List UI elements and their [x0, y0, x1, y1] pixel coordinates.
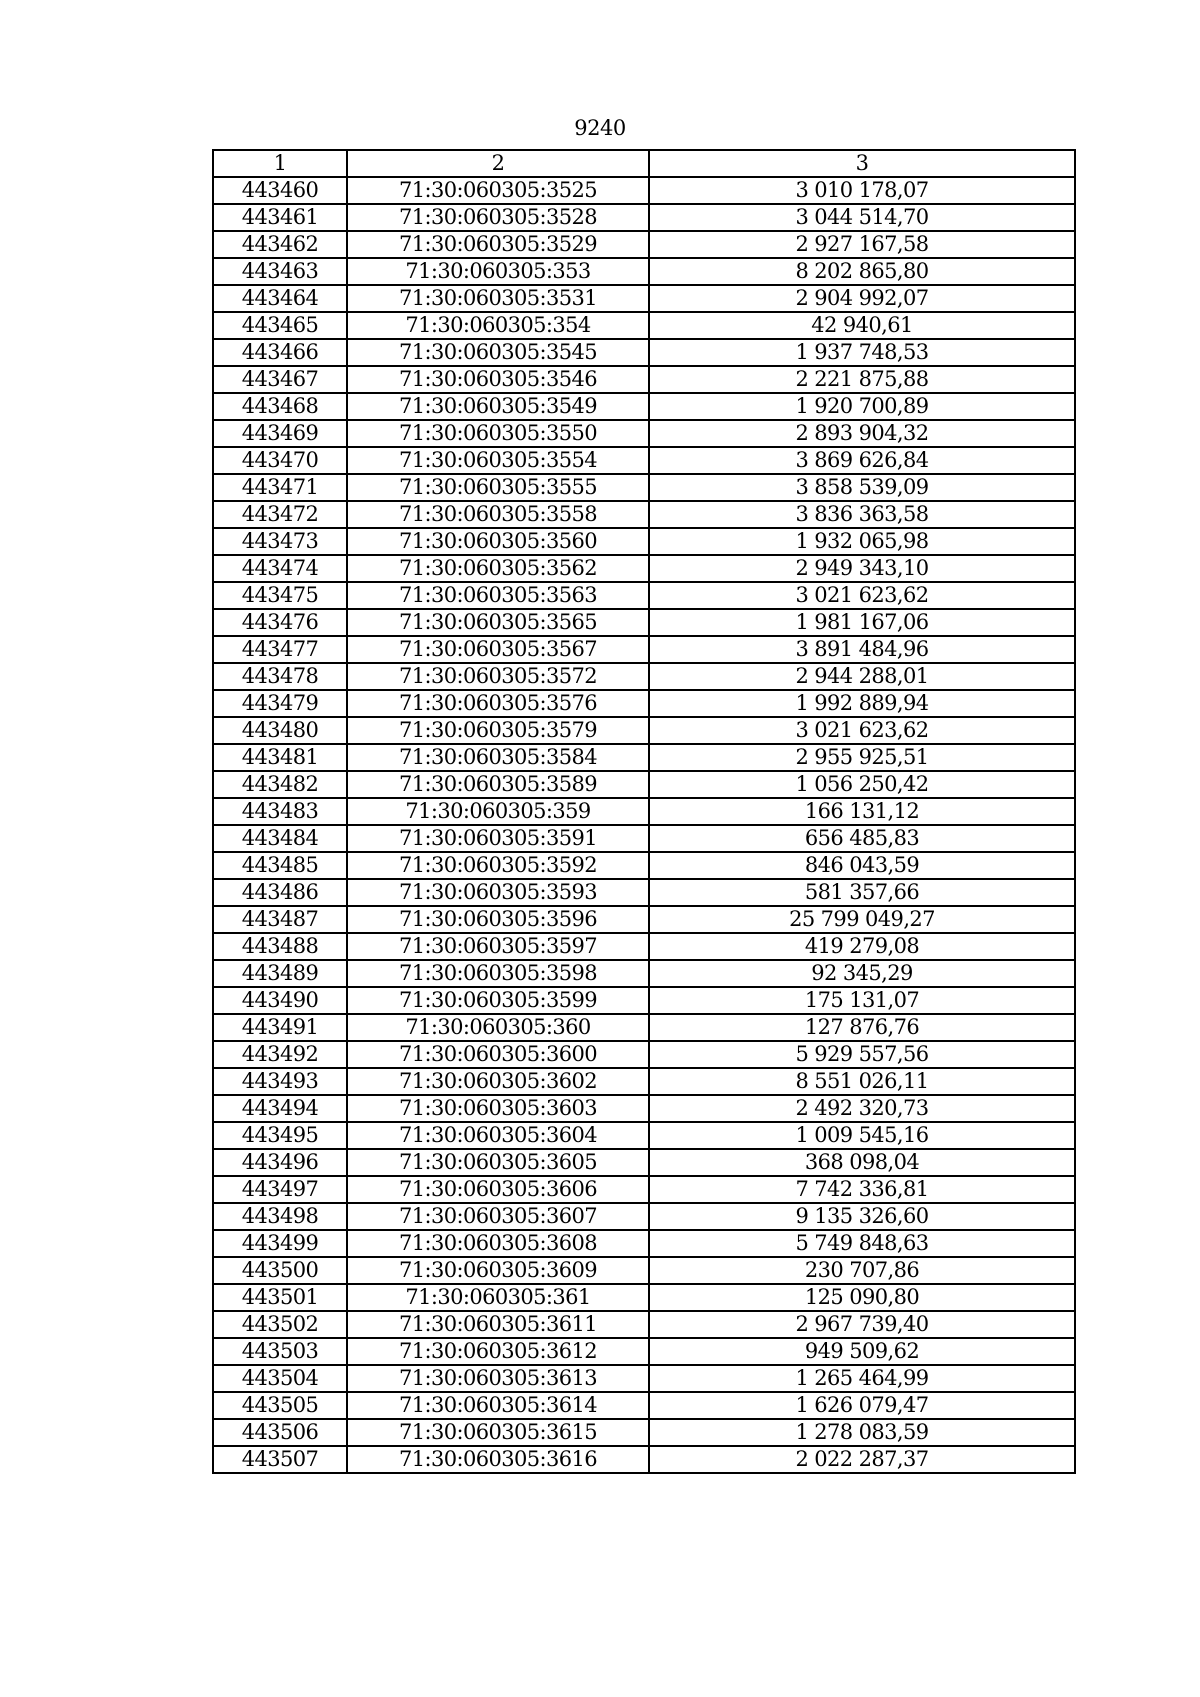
- value-cell: 2 927 167,58: [649, 231, 1075, 258]
- row-number-cell: 443481: [213, 744, 347, 771]
- value-cell: 368 098,04: [649, 1149, 1075, 1176]
- cadastral-number-cell: 71:30:060305:3607: [347, 1203, 649, 1230]
- table-row: [213, 1311, 1075, 1338]
- row-number-cell: 443501: [213, 1284, 347, 1311]
- table-row: [213, 1203, 1075, 1230]
- column-header: 1: [213, 150, 347, 177]
- table-row: [213, 177, 1075, 204]
- table-header-row: [213, 150, 1075, 177]
- cadastral-number-cell: 71:30:060305:3528: [347, 204, 649, 231]
- cadastral-number-cell: 71:30:060305:3616: [347, 1446, 649, 1473]
- row-number-cell: 443495: [213, 1122, 347, 1149]
- value-cell: 125 090,80: [649, 1284, 1075, 1311]
- value-cell: 3 021 623,62: [649, 582, 1075, 609]
- table-row: [213, 663, 1075, 690]
- cadastral-number-cell: 71:30:060305:3531: [347, 285, 649, 312]
- value-cell: 2 944 288,01: [649, 663, 1075, 690]
- value-cell: 581 357,66: [649, 879, 1075, 906]
- table-row: [213, 447, 1075, 474]
- table-row: [213, 204, 1075, 231]
- value-cell: 2 949 343,10: [649, 555, 1075, 582]
- table-row: [213, 1392, 1075, 1419]
- table-row: [213, 771, 1075, 798]
- value-cell: 2 492 320,73: [649, 1095, 1075, 1122]
- table-row: [213, 366, 1075, 393]
- cadastral-number-cell: 71:30:060305:3576: [347, 690, 649, 717]
- cadastral-number-cell: 71:30:060305:3614: [347, 1392, 649, 1419]
- value-cell: 42 940,61: [649, 312, 1075, 339]
- cadastral-number-cell: 71:30:060305:3611: [347, 1311, 649, 1338]
- table-row: [213, 1014, 1075, 1041]
- row-number-cell: 443489: [213, 960, 347, 987]
- row-number-cell: 443470: [213, 447, 347, 474]
- row-number-cell: 443493: [213, 1068, 347, 1095]
- cadastral-number-cell: 71:30:060305:3545: [347, 339, 649, 366]
- cadastral-number-cell: 71:30:060305:3593: [347, 879, 649, 906]
- value-cell: 1 056 250,42: [649, 771, 1075, 798]
- table-row: [213, 1176, 1075, 1203]
- row-number-cell: 443483: [213, 798, 347, 825]
- cadastral-number-cell: 71:30:060305:3600: [347, 1041, 649, 1068]
- column-header: 3: [649, 150, 1075, 177]
- cadastral-number-cell: 71:30:060305:359: [347, 798, 649, 825]
- table-row: [213, 258, 1075, 285]
- cadastral-number-cell: 71:30:060305:3563: [347, 582, 649, 609]
- cadastral-number-cell: 71:30:060305:3597: [347, 933, 649, 960]
- row-number-cell: 443467: [213, 366, 347, 393]
- value-cell: 3 836 363,58: [649, 501, 1075, 528]
- table-row: [213, 609, 1075, 636]
- table-row: [213, 312, 1075, 339]
- table-row: [213, 1446, 1075, 1473]
- row-number-cell: 443498: [213, 1203, 347, 1230]
- value-cell: 1 009 545,16: [649, 1122, 1075, 1149]
- cadastral-number-cell: 71:30:060305:3591: [347, 825, 649, 852]
- table-row: [213, 1068, 1075, 1095]
- row-number-cell: 443488: [213, 933, 347, 960]
- cadastral-number-cell: 71:30:060305:3598: [347, 960, 649, 987]
- cadastral-number-cell: 71:30:060305:3549: [347, 393, 649, 420]
- page-number: 9240: [574, 116, 626, 140]
- row-number-cell: 443476: [213, 609, 347, 636]
- cadastral-number-cell: 71:30:060305:3592: [347, 852, 649, 879]
- value-cell: 2 967 739,40: [649, 1311, 1075, 1338]
- row-number-cell: 443482: [213, 771, 347, 798]
- table-row: [213, 285, 1075, 312]
- cadastral-number-cell: 71:30:060305:3609: [347, 1257, 649, 1284]
- row-number-cell: 443473: [213, 528, 347, 555]
- table-row: [213, 960, 1075, 987]
- table-row: [213, 528, 1075, 555]
- cadastral-number-cell: 71:30:060305:3567: [347, 636, 649, 663]
- cadastral-number-cell: 71:30:060305:3596: [347, 906, 649, 933]
- table-row: [213, 420, 1075, 447]
- cadastral-number-cell: 71:30:060305:3602: [347, 1068, 649, 1095]
- cadastral-number-cell: 71:30:060305:3589: [347, 771, 649, 798]
- table-body: [213, 150, 1075, 1473]
- value-cell: 2 904 992,07: [649, 285, 1075, 312]
- cadastral-number-cell: 71:30:060305:3562: [347, 555, 649, 582]
- table-row: [213, 906, 1075, 933]
- value-cell: 8 551 026,11: [649, 1068, 1075, 1095]
- cadastral-number-cell: 71:30:060305:3606: [347, 1176, 649, 1203]
- data-table: [212, 149, 1076, 1474]
- cadastral-number-cell: 71:30:060305:3560: [347, 528, 649, 555]
- cadastral-number-cell: 71:30:060305:3579: [347, 717, 649, 744]
- value-cell: 2 893 904,32: [649, 420, 1075, 447]
- row-number-cell: 443490: [213, 987, 347, 1014]
- row-number-cell: 443462: [213, 231, 347, 258]
- value-cell: 1 981 167,06: [649, 609, 1075, 636]
- row-number-cell: 443497: [213, 1176, 347, 1203]
- table-row: [213, 1419, 1075, 1446]
- value-cell: 1 626 079,47: [649, 1392, 1075, 1419]
- table-row: [213, 1230, 1075, 1257]
- row-number-cell: 443465: [213, 312, 347, 339]
- row-number-cell: 443491: [213, 1014, 347, 1041]
- table-row: [213, 1095, 1075, 1122]
- row-number-cell: 443474: [213, 555, 347, 582]
- row-number-cell: 443480: [213, 717, 347, 744]
- cadastral-number-cell: 71:30:060305:361: [347, 1284, 649, 1311]
- row-number-cell: 443468: [213, 393, 347, 420]
- value-cell: 230 707,86: [649, 1257, 1075, 1284]
- row-number-cell: 443469: [213, 420, 347, 447]
- cadastral-number-cell: 71:30:060305:354: [347, 312, 649, 339]
- cadastral-number-cell: 71:30:060305:3555: [347, 474, 649, 501]
- cadastral-number-cell: 71:30:060305:3565: [347, 609, 649, 636]
- table-row: [213, 933, 1075, 960]
- cadastral-number-cell: 71:30:060305:3604: [347, 1122, 649, 1149]
- value-cell: 175 131,07: [649, 987, 1075, 1014]
- cadastral-number-cell: 71:30:060305:360: [347, 1014, 649, 1041]
- table-row: [213, 798, 1075, 825]
- cadastral-number-cell: 71:30:060305:3529: [347, 231, 649, 258]
- value-cell: 9 135 326,60: [649, 1203, 1075, 1230]
- value-cell: 3 858 539,09: [649, 474, 1075, 501]
- value-cell: 1 278 083,59: [649, 1419, 1075, 1446]
- row-number-cell: 443502: [213, 1311, 347, 1338]
- row-number-cell: 443475: [213, 582, 347, 609]
- row-number-cell: 443496: [213, 1149, 347, 1176]
- value-cell: 3 891 484,96: [649, 636, 1075, 663]
- cadastral-number-cell: 71:30:060305:3546: [347, 366, 649, 393]
- table-row: [213, 339, 1075, 366]
- table-row: [213, 852, 1075, 879]
- value-cell: 127 876,76: [649, 1014, 1075, 1041]
- table-row: [213, 744, 1075, 771]
- row-number-cell: 443484: [213, 825, 347, 852]
- cadastral-number-cell: 71:30:060305:3603: [347, 1095, 649, 1122]
- row-number-cell: 443472: [213, 501, 347, 528]
- row-number-cell: 443499: [213, 1230, 347, 1257]
- cadastral-number-cell: 71:30:060305:3558: [347, 501, 649, 528]
- row-number-cell: 443466: [213, 339, 347, 366]
- row-number-cell: 443479: [213, 690, 347, 717]
- cadastral-number-cell: 71:30:060305:353: [347, 258, 649, 285]
- cadastral-number-cell: 71:30:060305:3615: [347, 1419, 649, 1446]
- table-row: [213, 231, 1075, 258]
- row-number-cell: 443492: [213, 1041, 347, 1068]
- value-cell: 1 937 748,53: [649, 339, 1075, 366]
- table-row: [213, 636, 1075, 663]
- row-number-cell: 443477: [213, 636, 347, 663]
- value-cell: 3 869 626,84: [649, 447, 1075, 474]
- table-row: [213, 1122, 1075, 1149]
- row-number-cell: 443507: [213, 1446, 347, 1473]
- table-row: [213, 1041, 1075, 1068]
- table-row: [213, 1149, 1075, 1176]
- value-cell: 1 265 464,99: [649, 1365, 1075, 1392]
- table-row: [213, 690, 1075, 717]
- value-cell: 2 022 287,37: [649, 1446, 1075, 1473]
- row-number-cell: 443464: [213, 285, 347, 312]
- table-row: [213, 717, 1075, 744]
- table-row: [213, 825, 1075, 852]
- value-cell: 92 345,29: [649, 960, 1075, 987]
- cadastral-number-cell: 71:30:060305:3612: [347, 1338, 649, 1365]
- value-cell: 5 929 557,56: [649, 1041, 1075, 1068]
- value-cell: 419 279,08: [649, 933, 1075, 960]
- value-cell: 656 485,83: [649, 825, 1075, 852]
- table-row: [213, 1257, 1075, 1284]
- value-cell: 3 010 178,07: [649, 177, 1075, 204]
- row-number-cell: 443494: [213, 1095, 347, 1122]
- value-cell: 2 221 875,88: [649, 366, 1075, 393]
- cadastral-number-cell: 71:30:060305:3613: [347, 1365, 649, 1392]
- cadastral-number-cell: 71:30:060305:3605: [347, 1149, 649, 1176]
- value-cell: 25 799 049,27: [649, 906, 1075, 933]
- value-cell: 2 955 925,51: [649, 744, 1075, 771]
- value-cell: 3 021 623,62: [649, 717, 1075, 744]
- cadastral-number-cell: 71:30:060305:3584: [347, 744, 649, 771]
- table-row: [213, 501, 1075, 528]
- row-number-cell: 443505: [213, 1392, 347, 1419]
- table-row: [213, 879, 1075, 906]
- cadastral-number-cell: 71:30:060305:3525: [347, 177, 649, 204]
- table-row: [213, 1284, 1075, 1311]
- row-number-cell: 443460: [213, 177, 347, 204]
- value-cell: 1 992 889,94: [649, 690, 1075, 717]
- table-row: [213, 987, 1075, 1014]
- value-cell: 166 131,12: [649, 798, 1075, 825]
- row-number-cell: 443503: [213, 1338, 347, 1365]
- value-cell: 949 509,62: [649, 1338, 1075, 1365]
- table-row: [213, 555, 1075, 582]
- row-number-cell: 443471: [213, 474, 347, 501]
- value-cell: 8 202 865,80: [649, 258, 1075, 285]
- row-number-cell: 443485: [213, 852, 347, 879]
- table-row: [213, 393, 1075, 420]
- row-number-cell: 443478: [213, 663, 347, 690]
- row-number-cell: 443487: [213, 906, 347, 933]
- table-row: [213, 1365, 1075, 1392]
- value-cell: 5 749 848,63: [649, 1230, 1075, 1257]
- cadastral-number-cell: 71:30:060305:3554: [347, 447, 649, 474]
- table-row: [213, 582, 1075, 609]
- column-header: 2: [347, 150, 649, 177]
- cadastral-number-cell: 71:30:060305:3572: [347, 663, 649, 690]
- row-number-cell: 443463: [213, 258, 347, 285]
- table-row: [213, 1338, 1075, 1365]
- table-row: [213, 474, 1075, 501]
- value-cell: 1 932 065,98: [649, 528, 1075, 555]
- cadastral-number-cell: 71:30:060305:3550: [347, 420, 649, 447]
- value-cell: 846 043,59: [649, 852, 1075, 879]
- value-cell: 7 742 336,81: [649, 1176, 1075, 1203]
- value-cell: 3 044 514,70: [649, 204, 1075, 231]
- value-cell: 1 920 700,89: [649, 393, 1075, 420]
- row-number-cell: 443506: [213, 1419, 347, 1446]
- row-number-cell: 443504: [213, 1365, 347, 1392]
- row-number-cell: 443461: [213, 204, 347, 231]
- row-number-cell: 443486: [213, 879, 347, 906]
- cadastral-number-cell: 71:30:060305:3599: [347, 987, 649, 1014]
- cadastral-number-cell: 71:30:060305:3608: [347, 1230, 649, 1257]
- row-number-cell: 443500: [213, 1257, 347, 1284]
